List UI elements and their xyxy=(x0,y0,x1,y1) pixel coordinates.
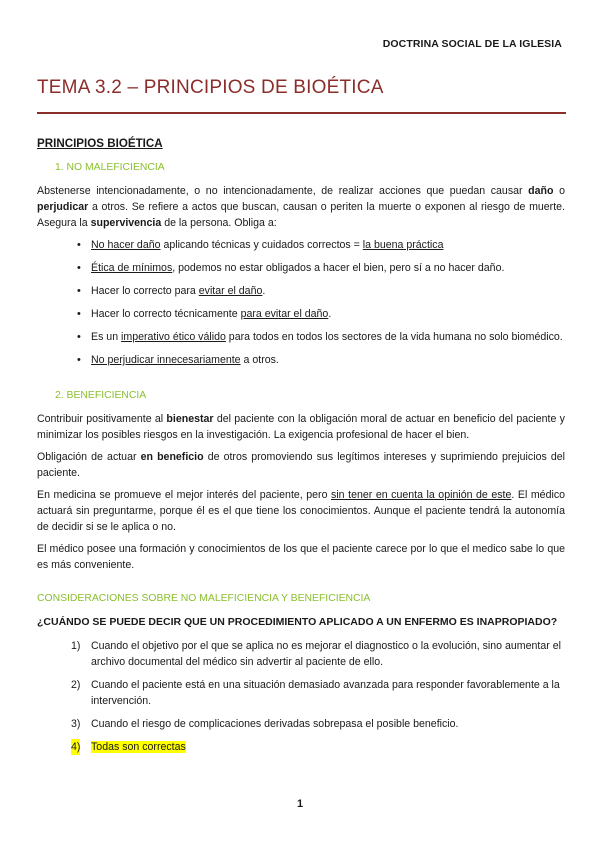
option-number: 1) xyxy=(71,640,81,652)
underlined-term: imperativo ético válido xyxy=(121,331,226,343)
text-run: de otros promoviendo sus legítimos intereses y suprimiendo prejuicios del paciente. xyxy=(37,451,565,479)
paragraph-beneficiencia-3 xyxy=(37,487,565,535)
text-run: Hacer lo correcto para xyxy=(91,285,199,297)
bold-term: bienestar xyxy=(166,413,214,425)
title-divider xyxy=(37,112,566,114)
running-header: DOCTRINA SOCIAL DE LA IGLESIA xyxy=(382,38,562,50)
text-run: , podemos no estar obligados a hacer el bien, pero sí a no hacer daño. xyxy=(172,262,505,274)
heading-no-maleficiencia: 1. NO MALEFICIENCIA xyxy=(55,162,165,173)
text-run: a otros. Se refiere a actos que buscan, causan o periten la muerte o exponen al riesgo de muerte. Asegura la xyxy=(37,201,565,229)
list-item xyxy=(91,283,565,299)
spacer xyxy=(37,376,565,388)
list-item xyxy=(91,260,565,276)
paragraph-beneficiencia-4: El médico posee una formación y conocimientos de los que el paciente carece por lo que el medico sabe lo que es más conveniente. xyxy=(37,543,565,571)
section-heading: PRINCIPIOS BIOÉTICA xyxy=(37,137,163,150)
text-run: de la persona. Obliga a: xyxy=(161,217,277,229)
text-run: Contribuir positivamente al xyxy=(37,413,167,425)
page-number: 1 xyxy=(296,798,304,810)
list-item xyxy=(91,306,565,322)
page-title: TEMA 3.2 – PRINCIPIOS DE BIOÉTICA xyxy=(37,77,384,98)
bold-term: daño xyxy=(528,185,554,197)
text-run: . El médico actuará sin preguntarme, porque él es el que tiene los conocimientos. Aunque el paciente tendrá la autonomía de decidir si se le aplica o no. xyxy=(37,489,566,533)
underlined-term: sin tener en cuenta la opinión de este xyxy=(331,489,512,501)
obligations-list xyxy=(37,237,565,368)
text-run: . xyxy=(262,285,266,297)
underlined-term: No hacer daño xyxy=(91,239,161,251)
paragraph-no-maleficiencia xyxy=(37,183,565,231)
option-text: Cuando el riesgo de complicaciones derivadas sobrepasa el posible beneficio. xyxy=(91,718,459,730)
text-run: Abstenerse intencionadamente, o no intencionadamente, de realizar acciones que puedan causar xyxy=(37,185,529,197)
text-run: para todos en todos los sectores de la vida humana no solo biomédico. xyxy=(225,331,563,343)
underlined-term: Ética de mínimos xyxy=(91,262,173,274)
list-item xyxy=(91,329,565,345)
underlined-term: No perjudicar innecesariamente xyxy=(91,354,241,366)
option-item xyxy=(71,638,565,670)
heading-beneficiencia: 2. BENEFICIENCIA xyxy=(55,390,147,401)
option-number: 4) xyxy=(71,741,81,753)
answer-options xyxy=(37,638,565,755)
bold-term: en beneficio xyxy=(140,451,204,463)
option-item xyxy=(71,716,565,732)
text-run: Obligación de actuar xyxy=(37,451,141,463)
option-number: 3) xyxy=(71,718,81,730)
text-run: del paciente con la obligación moral de actuar en beneficio del paciente y minimizar los posibles riesgos en la investigación. La exigencia profesional de hacer el bien. xyxy=(37,413,565,441)
option-item xyxy=(71,677,565,709)
spacer xyxy=(37,579,565,591)
option-number: 2) xyxy=(71,679,81,691)
text-run: a otros. xyxy=(240,354,279,366)
question-text: ¿CUÁNDO SE PUEDE DECIR QUE UN PROCEDIMIENTO APLICADO A UN ENFERMO ES INAPROPIADO? xyxy=(37,616,558,628)
bold-term: supervivencia xyxy=(90,217,162,229)
paragraph-beneficiencia-2 xyxy=(37,449,565,481)
heading-consideraciones: CONSIDERACIONES SOBRE NO MALEFICIENCIA Y BENEFICIENCIA xyxy=(37,593,371,604)
text-run: Es un xyxy=(91,331,122,343)
underlined-term: evitar el daño xyxy=(198,285,263,297)
list-item xyxy=(91,352,565,368)
option-text: Cuando el objetivo por el que se aplica no es mejorar el diagnostico o la evolución, sino aumentar el archivo documental del médico sin advertir al paciente de ello. xyxy=(91,640,561,668)
option-text: Todas son correctas xyxy=(91,741,186,753)
option-item-highlighted xyxy=(71,739,565,755)
text-run: aplicando técnicas y cuidados correctos = xyxy=(160,239,363,251)
paragraph-beneficiencia-1 xyxy=(37,411,565,443)
text-run: Hacer lo correcto técnicamente xyxy=(91,308,241,320)
text-run: . xyxy=(328,308,332,320)
document-body xyxy=(37,136,565,762)
text-run: En medicina se promueve el mejor interés del paciente, pero xyxy=(37,489,332,501)
text-run: o xyxy=(553,185,565,197)
underlined-term: para evitar el daño xyxy=(240,308,329,320)
list-item xyxy=(91,237,565,253)
option-text: Cuando el paciente está en una situación demasiado avanzada para responder favorablemente a la intervención. xyxy=(91,679,560,707)
bold-term: perjudicar xyxy=(37,201,89,213)
underlined-term: la buena práctica xyxy=(362,239,444,251)
